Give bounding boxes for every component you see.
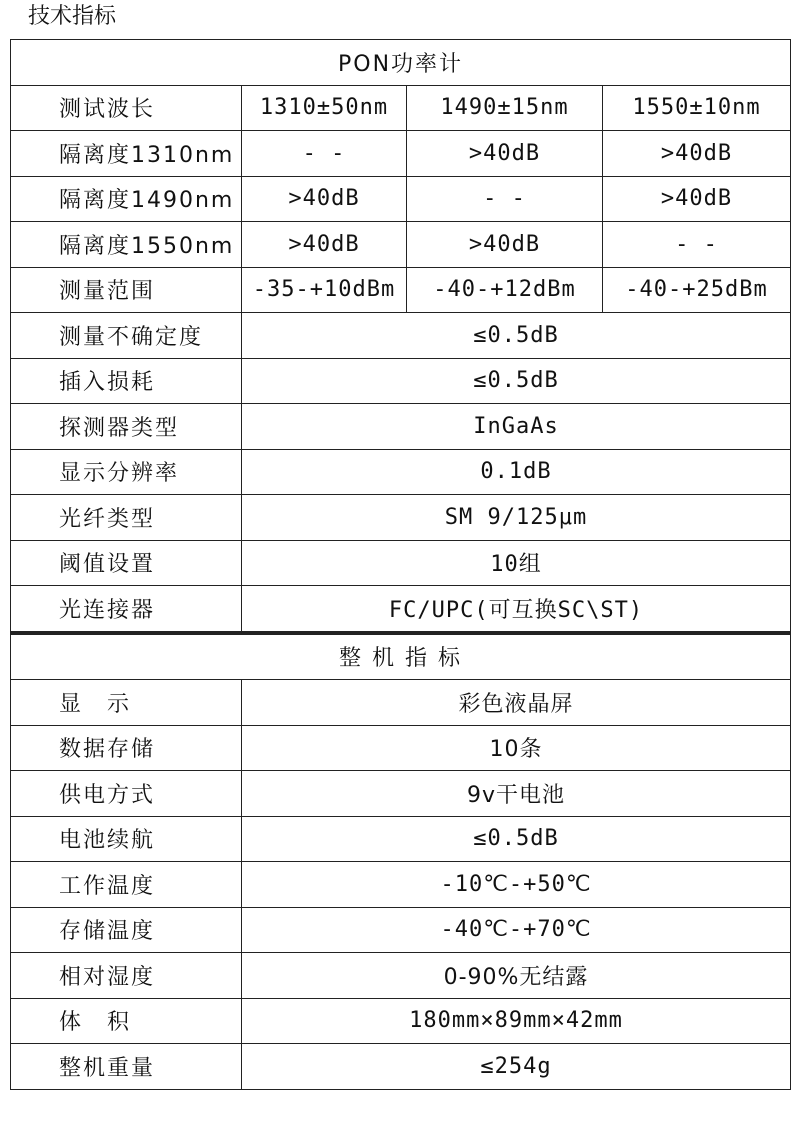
table-row — [11, 907, 791, 953]
table-row — [11, 176, 791, 222]
row-label: 相对湿度 — [11, 953, 242, 999]
value-cell: ≤254g — [242, 1044, 791, 1090]
machine-section-row — [11, 633, 791, 680]
row-label: 测试波长 — [11, 85, 242, 131]
row-label: 测量范围 — [11, 267, 242, 313]
row-label: 工作温度 — [11, 862, 242, 908]
pon-section-title: PON功率计 — [11, 40, 791, 86]
value-cell: SM 9/125μm — [242, 495, 791, 541]
row-label: 显示分辨率 — [11, 449, 242, 495]
wavelength-cell: 1490±15nm — [407, 85, 603, 131]
value-cell: -40-+12dBm — [407, 267, 603, 313]
value-cell: 10条 — [242, 725, 791, 771]
value-cell: 0.1dB — [242, 449, 791, 495]
pon-section-row — [11, 40, 791, 86]
row-label: 光连接器 — [11, 586, 242, 633]
value-cell: - - — [242, 131, 407, 177]
row-label: 测量不确定度 — [11, 313, 242, 359]
page-heading: 技术指标 — [28, 4, 117, 29]
value-cell: -10℃-+50℃ — [242, 862, 791, 908]
value-cell: 彩色液晶屏 — [242, 680, 791, 726]
row-label: 隔离度1490nm — [11, 176, 242, 222]
table-row — [11, 267, 791, 313]
value-cell: >40dB — [242, 222, 407, 268]
value-cell: >40dB — [242, 176, 407, 222]
table-row — [11, 313, 791, 359]
value-cell: ≤0.5dB — [242, 313, 791, 359]
table-row — [11, 540, 791, 586]
value-cell: 10组 — [242, 540, 791, 586]
table-row — [11, 404, 791, 450]
value-cell: 9v干电池 — [242, 771, 791, 817]
value-cell: InGaAs — [242, 404, 791, 450]
row-label: 数据存储 — [11, 725, 242, 771]
value-cell: -40-+25dBm — [603, 267, 791, 313]
wavelength-cell: 1550±10nm — [603, 85, 791, 131]
table-row — [11, 680, 791, 726]
table-row — [11, 862, 791, 908]
machine-section-title: 整 机 指 标 — [11, 633, 791, 680]
table-row — [11, 771, 791, 817]
row-label: 探测器类型 — [11, 404, 242, 450]
row-label: 光纤类型 — [11, 495, 242, 541]
table-row — [11, 222, 791, 268]
value-cell: >40dB — [603, 176, 791, 222]
value-cell: - - — [407, 176, 603, 222]
table-row — [11, 358, 791, 404]
table-row — [11, 998, 791, 1044]
row-label: 隔离度1310nm — [11, 131, 242, 177]
table-row — [11, 131, 791, 177]
value-cell: -40℃-+70℃ — [242, 907, 791, 953]
row-label: 阈值设置 — [11, 540, 242, 586]
value-cell: FC/UPC(可互换SC\ST) — [242, 586, 791, 633]
value-cell: >40dB — [603, 131, 791, 177]
value-cell: >40dB — [407, 131, 603, 177]
row-label: 隔离度1550nm — [11, 222, 242, 268]
table-row — [11, 449, 791, 495]
row-label: 显 示 — [11, 680, 242, 726]
wavelength-cell: 1310±50nm — [242, 85, 407, 131]
table-row — [11, 816, 791, 862]
table-row — [11, 586, 791, 633]
wavelength-header-row — [11, 85, 791, 131]
row-label: 供电方式 — [11, 771, 242, 817]
table-row — [11, 495, 791, 541]
row-label: 整机重量 — [11, 1044, 242, 1090]
value-cell: >40dB — [407, 222, 603, 268]
value-cell: 0-90%无结露 — [242, 953, 791, 999]
value-cell: - - — [603, 222, 791, 268]
spec-table — [10, 39, 791, 1090]
value-cell: 180mm×89mm×42mm — [242, 998, 791, 1044]
table-row — [11, 1044, 791, 1090]
row-label: 电池续航 — [11, 816, 242, 862]
row-label: 存储温度 — [11, 907, 242, 953]
table-row — [11, 725, 791, 771]
value-cell: ≤0.5dB — [242, 358, 791, 404]
row-label: 插入损耗 — [11, 358, 242, 404]
row-label: 体 积 — [11, 998, 242, 1044]
value-cell: -35-+10dBm — [242, 267, 407, 313]
table-row — [11, 953, 791, 999]
value-cell: ≤0.5dB — [242, 816, 791, 862]
